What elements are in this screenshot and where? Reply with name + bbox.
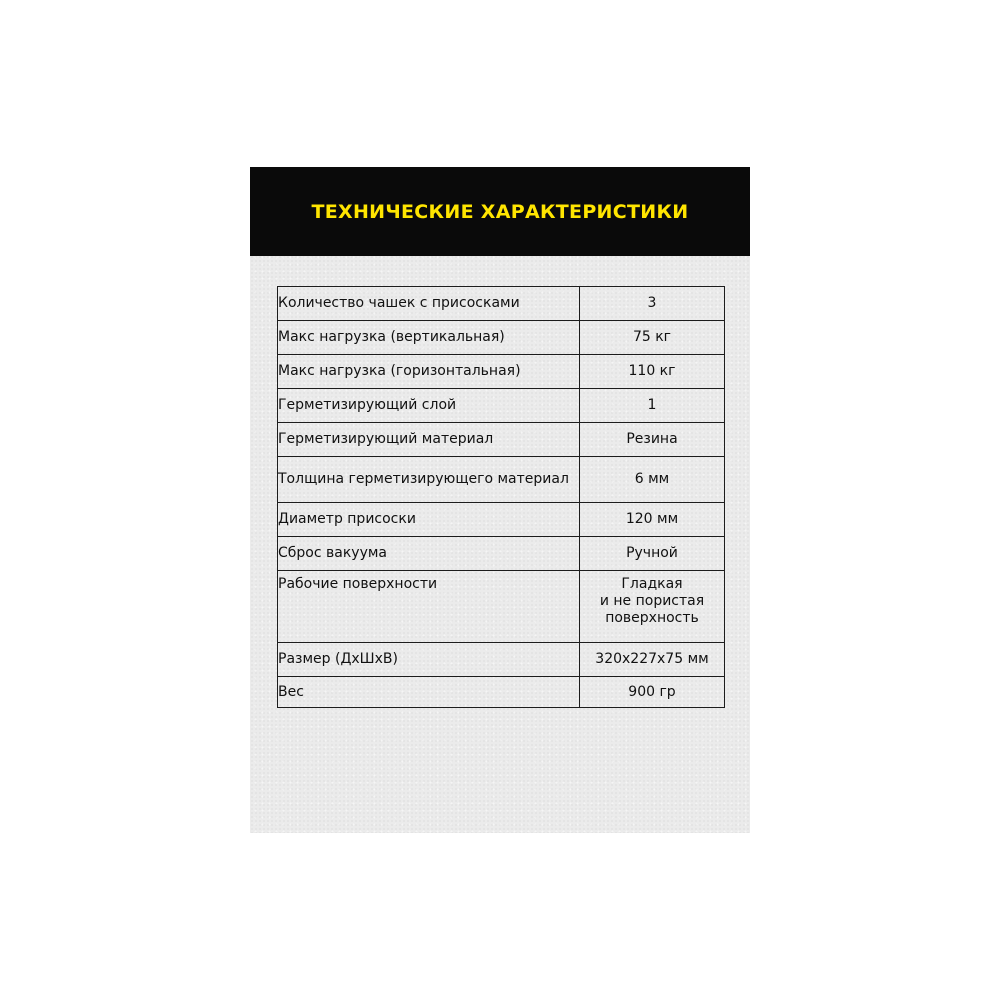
table-row bbox=[278, 457, 725, 503]
spec-label: Размер (ДхШхВ) bbox=[278, 643, 580, 677]
table-row bbox=[278, 537, 725, 571]
spec-value: 75 кг bbox=[580, 321, 725, 355]
table-row bbox=[278, 321, 725, 355]
spec-value-line: и не пористая bbox=[599, 593, 705, 609]
spec-value: Резина bbox=[580, 423, 725, 457]
table-row bbox=[278, 503, 725, 537]
spec-value: 120 мм bbox=[580, 503, 725, 537]
spec-value bbox=[580, 571, 725, 643]
spec-value: 3 bbox=[580, 287, 725, 321]
table-row bbox=[278, 355, 725, 389]
table-row bbox=[278, 389, 725, 423]
spec-label: Сброс вакуума bbox=[278, 537, 580, 571]
spec-value-line: поверхность bbox=[605, 610, 699, 626]
spec-label: Герметизирующий материал bbox=[278, 423, 580, 457]
spec-value: 900 гр bbox=[580, 677, 725, 708]
table-row bbox=[278, 677, 725, 708]
spec-label: Макс нагрузка (горизонтальная) bbox=[278, 355, 580, 389]
spec-value: 1 bbox=[580, 389, 725, 423]
spec-label: Макс нагрузка (вертикальная) bbox=[278, 321, 580, 355]
spec-value: 110 кг bbox=[580, 355, 725, 389]
spec-label: Герметизирующий слой bbox=[278, 389, 580, 423]
header-banner bbox=[250, 167, 750, 256]
table-row bbox=[278, 643, 725, 677]
table-row bbox=[278, 287, 725, 321]
table-row bbox=[278, 423, 725, 457]
spec-card bbox=[250, 167, 750, 833]
spec-table bbox=[277, 286, 725, 708]
spec-label: Рабочие поверхности bbox=[278, 571, 580, 643]
spec-label: Диаметр присоски bbox=[278, 503, 580, 537]
spec-value: 320x227x75 мм bbox=[580, 643, 725, 677]
spec-value: 6 мм bbox=[580, 457, 725, 503]
spec-label: Количество чашек с присосками bbox=[278, 287, 580, 321]
spec-label: Вес bbox=[278, 677, 580, 708]
spec-label: Толщина герметизирующего материал bbox=[278, 457, 580, 503]
table-row bbox=[278, 571, 725, 643]
spec-value-line: Гладкая bbox=[621, 576, 683, 592]
spec-value: Ручной bbox=[580, 537, 725, 571]
page-title: ТЕХНИЧЕСКИЕ ХАРАКТЕРИСТИКИ bbox=[311, 200, 689, 223]
